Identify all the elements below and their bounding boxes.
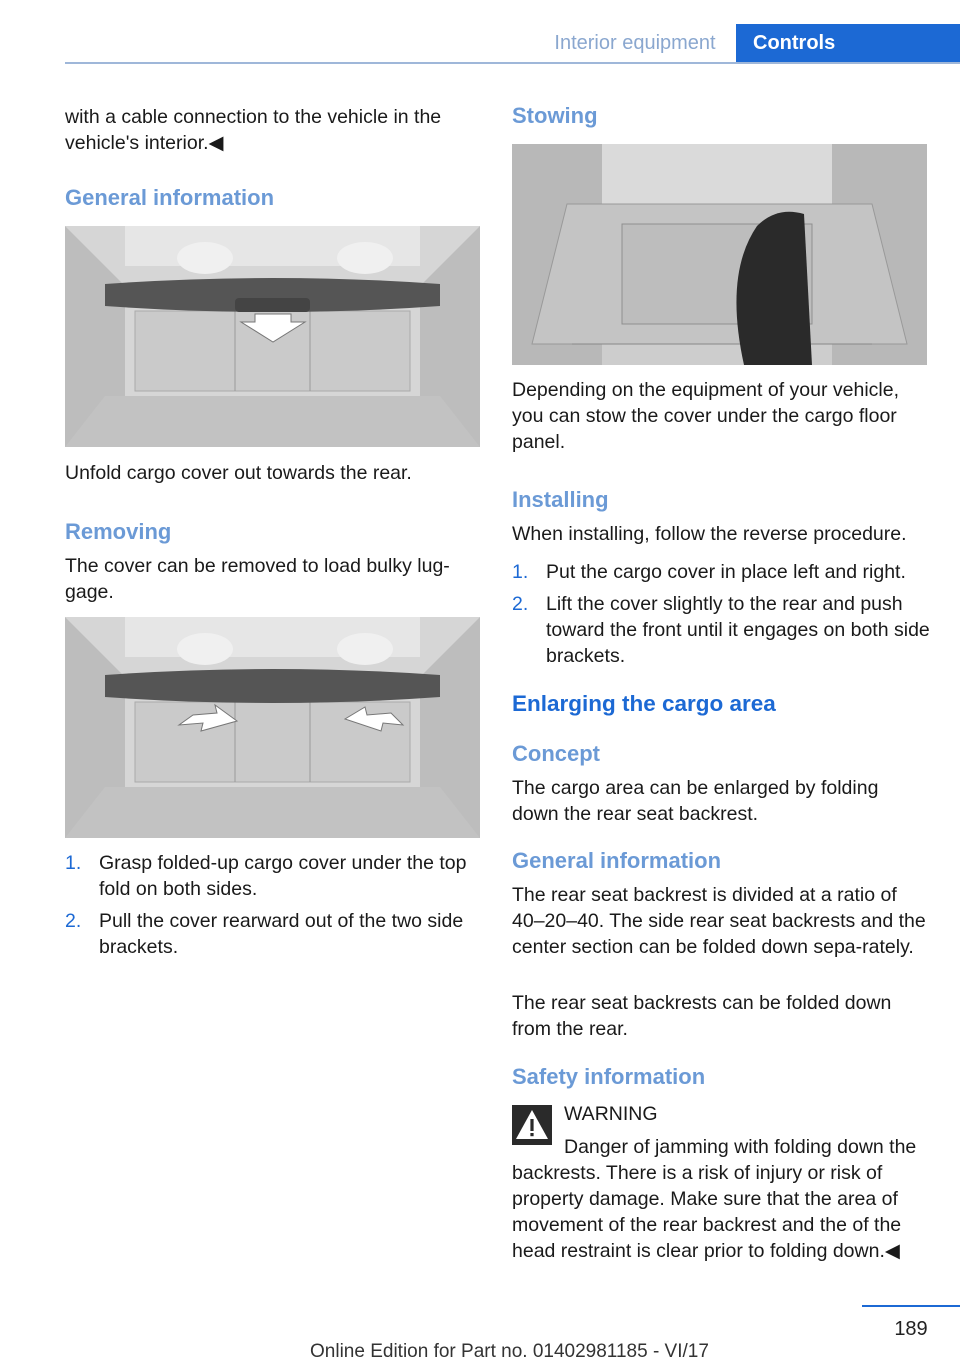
header-section-title: Interior equipment [554,32,716,54]
general-information-heading: General information [65,185,275,210]
step-number: 2. [512,593,529,615]
cargo-cover-remove-figure [65,617,480,838]
step-text: Put the cargo cover in place left and right. [546,561,906,583]
step-number: 1. [512,561,529,583]
header-chapter-tab: Controls [736,24,960,62]
list-item [512,591,930,669]
list-item [65,908,480,960]
list-item [65,850,480,902]
step-text: Grasp folded-up cargo cover under the top fold on both sides. [99,852,467,900]
concept-text: The cargo area can be enlarged by folding down the rear seat backrest. [512,777,879,825]
warning-text-first-line: Danger of jamming with folding down the [564,1136,917,1158]
safety-heading: Safety information [512,1064,706,1089]
cover-stowed-figure [512,144,927,365]
step-text: Lift the cover slightly to the rear and push toward the front until it engages on both side brackets. [546,593,930,667]
concept-heading: Concept [512,741,600,766]
step-number: 2. [65,910,82,932]
warning-label: WARNING [564,1103,658,1125]
footer-rule [862,1305,960,1307]
figure1-caption: Unfold cargo cover out towards the rear. [65,462,412,484]
general-info-text-2: The rear seat backrests can be folded down from the rear. [512,992,892,1040]
step-text: Pull the cover rearward out of the two side brackets. [99,910,464,958]
cargo-cover-unfold-figure [65,226,480,447]
list-item [512,559,930,585]
step-number: 1. [65,852,82,874]
removing-heading: Removing [65,519,172,544]
installing-steps-list [512,559,930,669]
general-info-text: The rear seat backrest is divided at a ratio of 40–20–40. The side rear seat backrests and the center section can be folded down sepa‐rately. [512,884,926,958]
warning-icon [512,1105,552,1145]
removing-steps-list [65,850,480,960]
installing-text: When installing, follow the reverse procedure. [512,523,907,545]
page-number: 189 [894,1318,928,1340]
enlarging-heading: Enlarging the cargo area [512,691,776,716]
intro-text: with a cable connection to the vehicle in the vehicle's interior.◀ [65,106,442,154]
stowing-heading: Stowing [512,103,598,128]
warning-text: backrests. There is a risk of injury or risk of property damage. Make sure that the area of movement of the rear backrest and the of the head restraint is clear prior to folding down.◀ [512,1162,902,1262]
general-info-heading-right: General information [512,848,722,873]
installing-heading: Installing [512,487,609,512]
removing-text: The cover can be removed to load bulky lug‐gage. [65,555,450,603]
stowing-text: Depending on the equipment of your vehicle, you can stow the cover under the cargo floor panel. [512,379,900,453]
header-rule [65,62,960,64]
edition-footer: Online Edition for Part no. 01402981185 - VI/17 [310,1341,709,1362]
